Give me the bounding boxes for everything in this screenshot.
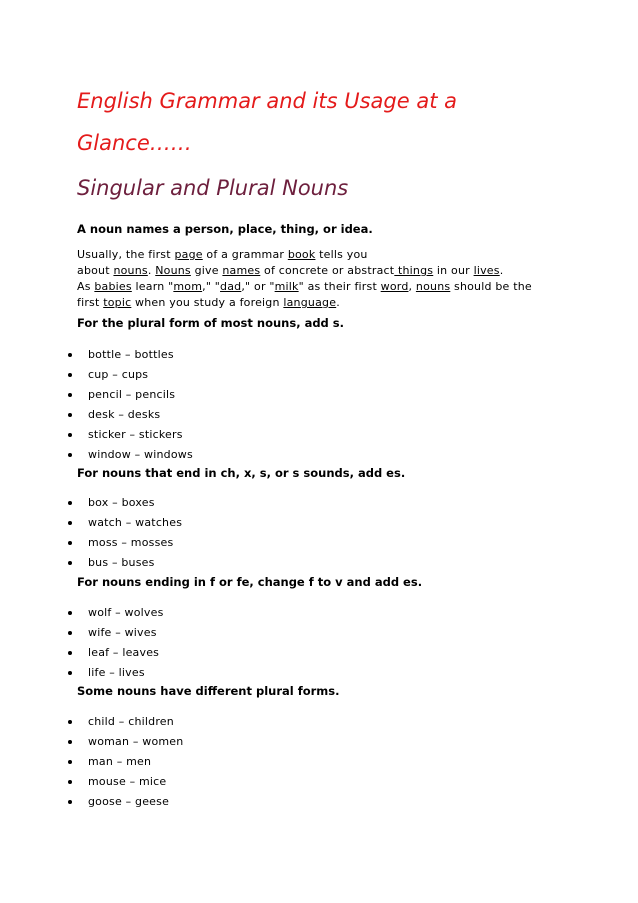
rule-heading-f-to-v: For nouns ending in f or fe, change f to v and add es. [77, 575, 423, 589]
link-topic[interactable]: topic [103, 296, 132, 309]
link-page[interactable]: page [174, 248, 203, 261]
intro-line-3: As babies learn "mom," "dad," or "milk" as their first word, nouns should be the [77, 280, 532, 293]
bullet-icon [68, 541, 72, 545]
bullet-icon [68, 501, 72, 505]
bullet-icon [68, 611, 72, 615]
bullet-icon [68, 373, 72, 377]
rule-heading-add-s: For the plural form of most nouns, add s. [77, 316, 345, 330]
link-milk[interactable]: milk [274, 280, 299, 293]
link-mom[interactable]: mom [173, 280, 203, 293]
link-names[interactable]: names [222, 264, 261, 277]
link-book[interactable]: book [287, 248, 316, 261]
link-word[interactable]: word [380, 280, 409, 293]
document-page: English Grammar and its Usage at a Glance…… Singular and Plural Nouns A noun names a person, place, thing, or idea. Usually, the first page of a grammar book tells you about nouns. Nouns give names of concrete or abstract things in our lives. As babies learn "mom," "dad," or "milk" as their first word, nouns should be the first topic when you study a foreign language. For the plural form of most nouns, add s. bottle – bottles cup – cups pencil – pencils desk – desks sticker – stickers window – windows For nouns that end in ch, x, s, or s sounds, add es. box – boxes watch – watches moss – mosses bus – buses For nouns ending in f or fe, change f to v and add es. wolf – wolves wife – wives leaf – leaves life – lives Some nouns have different plural forms. child – children woman – women man – men mouse – mice goose – geese [0, 0, 638, 903]
bullet-icon [68, 671, 72, 675]
link-lives[interactable]: lives [473, 264, 500, 277]
intro-line-2: about nouns. Nouns give names of concrete or abstract things in our lives. [77, 264, 504, 277]
link-nouns[interactable]: nouns [113, 264, 148, 277]
bullet-icon [68, 631, 72, 635]
intro-paragraph [77, 247, 557, 311]
bullet-icon [68, 720, 72, 724]
bullet-icon [68, 393, 72, 397]
bullet-icon [68, 413, 72, 417]
bullet-icon [68, 651, 72, 655]
link-nouns-3[interactable]: nouns [415, 280, 451, 293]
lead-sentence: A noun names a person, place, thing, or idea. [77, 222, 373, 236]
bullet-icon [68, 740, 72, 744]
rule-heading-irregular: Some nouns have different plural forms. [77, 684, 340, 698]
bullet-icon [68, 800, 72, 804]
bullet-icon [68, 433, 72, 437]
section-title: Singular and Plural Nouns [77, 176, 349, 200]
bullet-icon [68, 353, 72, 357]
intro-line-4: first topic when you study a foreign language. [77, 296, 340, 309]
bullet-icon [68, 780, 72, 784]
link-dad[interactable]: dad [220, 280, 242, 293]
intro-line-1: Usually, the first page of a grammar book tells you [77, 248, 368, 261]
link-nouns-2[interactable]: Nouns [155, 264, 191, 277]
bullet-icon [68, 453, 72, 457]
bullet-icon [68, 561, 72, 565]
link-language[interactable]: language [283, 296, 337, 309]
rule-heading-add-es: For nouns that end in ch, x, s, or s sounds, add es. [77, 466, 406, 480]
link-things[interactable]: things [394, 264, 434, 277]
link-babies[interactable]: babies [94, 280, 132, 293]
bullet-icon [68, 521, 72, 525]
bullet-icon [68, 760, 72, 764]
document-title: English Grammar and its Usage at a Glance…… [77, 89, 457, 155]
